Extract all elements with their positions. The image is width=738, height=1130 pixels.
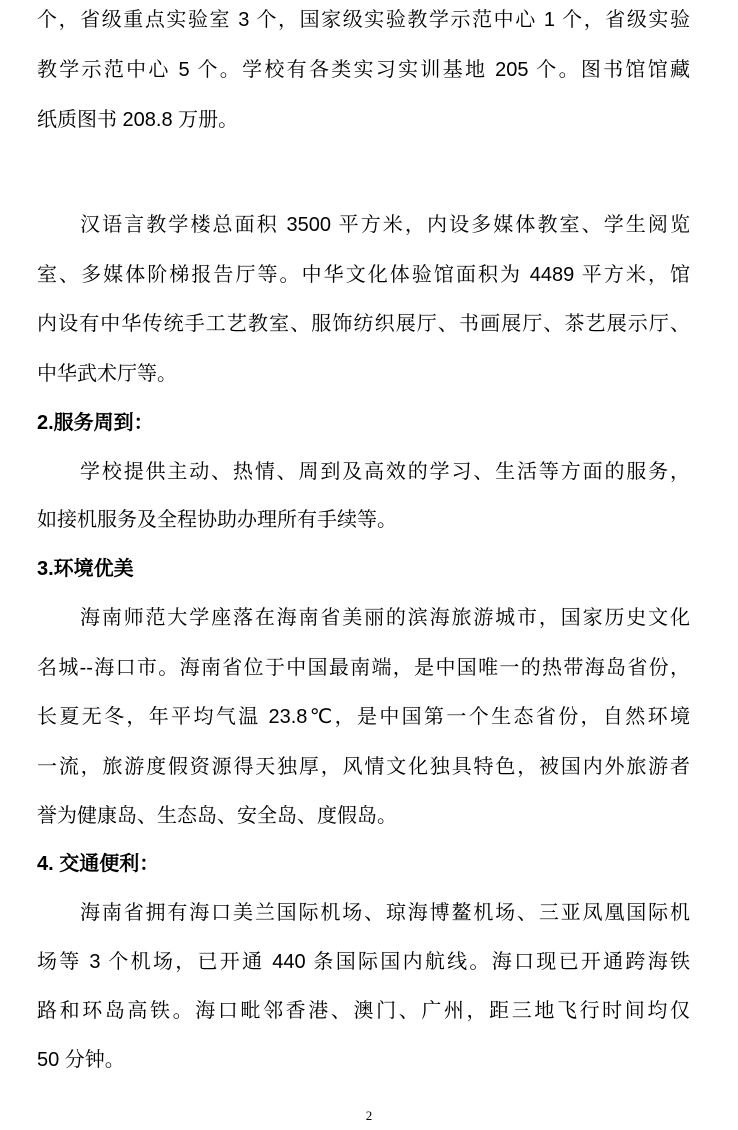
section-heading: 4. 交通便利：: [37, 853, 160, 875]
text-line: 个，省级重点实验室 3 个，国家级实验教学示范中心 1 个，省级实验: [37, 9, 690, 31]
text-line: 纸质图书 208.8 万册。: [37, 109, 239, 131]
text-line: 场等 3 个机场，已开通 440 条国际国内航线。海口现已开通跨海铁: [37, 951, 690, 973]
section-heading: 2.服务周到：: [37, 412, 154, 434]
text-line: 室、多媒体阶梯报告厅等。中华文化体验馆面积为 4489 平方米，馆: [37, 264, 690, 286]
text-line: 路和环岛高铁。海口毗邻香港、澳门、广州，距三地飞行时间均仅: [37, 1000, 690, 1022]
page-number: 2: [365, 1108, 373, 1123]
text-line: 一流，旅游度假资源得天独厚，风情文化独具特色，被国内外旅游者: [37, 756, 690, 778]
text-line: 海南师范大学座落在海南省美丽的滨海旅游城市，国家历史文化: [80, 607, 690, 629]
text-line: 学校提供主动、热情、周到及高效的学习、生活等方面的服务，: [80, 461, 690, 483]
text-line: 内设有中华传统手工艺教室、服饰纺织展厅、书画展厅、茶艺展示厅、: [37, 313, 690, 335]
section-heading: 3.环境优美: [37, 558, 134, 580]
text-line: 中华武术厅等。: [37, 363, 177, 385]
text-line: 名城--海口市。海南省位于中国最南端，是中国唯一的热带海岛省份，: [37, 657, 690, 679]
text-line: 汉语言教学楼总面积 3500 平方米，内设多媒体教室、学生阅览: [80, 214, 690, 236]
text-line: 誉为健康岛、生态岛、安全岛、度假岛。: [37, 805, 397, 827]
text-line: 海南省拥有海口美兰国际机场、琼海博鳌机场、三亚凤凰国际机: [80, 902, 690, 924]
text-line: 50 分钟。: [37, 1049, 125, 1071]
text-line: 如接机服务及全程协助办理所有手续等。: [37, 509, 397, 531]
text-line: 长夏无冬，年平均气温 23.8℃，是中国第一个生态省份，自然环境: [37, 706, 690, 728]
text-line: 教学示范中心 5 个。学校有各类实习实训基地 205 个。图书馆馆藏: [37, 59, 690, 81]
